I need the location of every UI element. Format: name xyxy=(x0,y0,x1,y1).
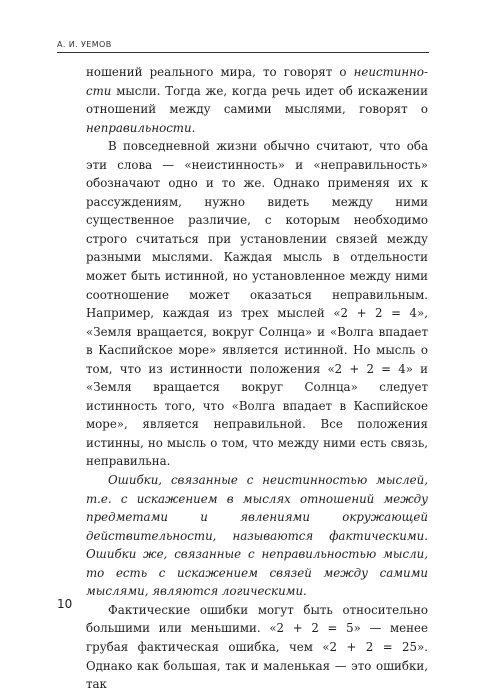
paragraph-1-text-2: мысли. Тогда же, когда речь идет об искажении отношений между самими мыслями, говорят о xyxy=(86,83,428,117)
running-header xyxy=(57,40,429,53)
paragraph-everyday-life: В повседневной жизни обычно считают, что оба эти слова — «неистинность» и «неправильность» обозначают одно и то же. Однако применяя их к рассуждениям, нужно видеть между ними существенное различие, с которым необходимо строго считаться при установлении связей между разными мыслями. Каждая мысль в отдельности может быть истинной, но установленное между ними соотношение может оказаться неправильным. Например, каждая из трех мыслей «2 + 2 = 4», «Земля вращается, вокруг Солнца» и «Волга впадает в Каспийское море» является истинной. Но мысль о том, что из истинности положения «2 + 2 = 4» и «Земля вращается вокруг Солнца» следует истинность того, что «Волга впадает в Каспийское море», является неправильной. Все положения истинны, но мысль о том, что между ними есть связь, неправильна. xyxy=(86,139,428,469)
page-number: 10 xyxy=(57,597,73,611)
paragraph-definition: Ошибки, связанные с неистинностью мыслей, т.е. с искажением в мыслях отношений между предметами и явлениями окружающей действительности, называются фактическими. Ошибки же, связанные с неправильностью мысли, то есть с искажением связей между самими мыслями, являются логическими. xyxy=(86,473,428,599)
paragraph-factual-errors: Фактические ошибки могут быть относительно большими или меньшими. «2 + 2 = 5» — менее грубая фактическая ошибка, чем «2 + 2 = 25». Однако как большая, так и маленькая — это ошибки, так xyxy=(86,602,428,692)
running-title: А. И. УЕМОВ xyxy=(57,40,112,49)
page-text xyxy=(86,63,428,694)
paragraph-continuation xyxy=(86,63,428,137)
emphasis-untruth: неистинности xyxy=(86,65,428,98)
emphasis-incorrectness: неправильности xyxy=(86,120,192,135)
paragraph-1-text-3: . xyxy=(191,120,196,135)
paragraph-1-text-1: ношений реального мира, то говорят о xyxy=(86,65,354,79)
